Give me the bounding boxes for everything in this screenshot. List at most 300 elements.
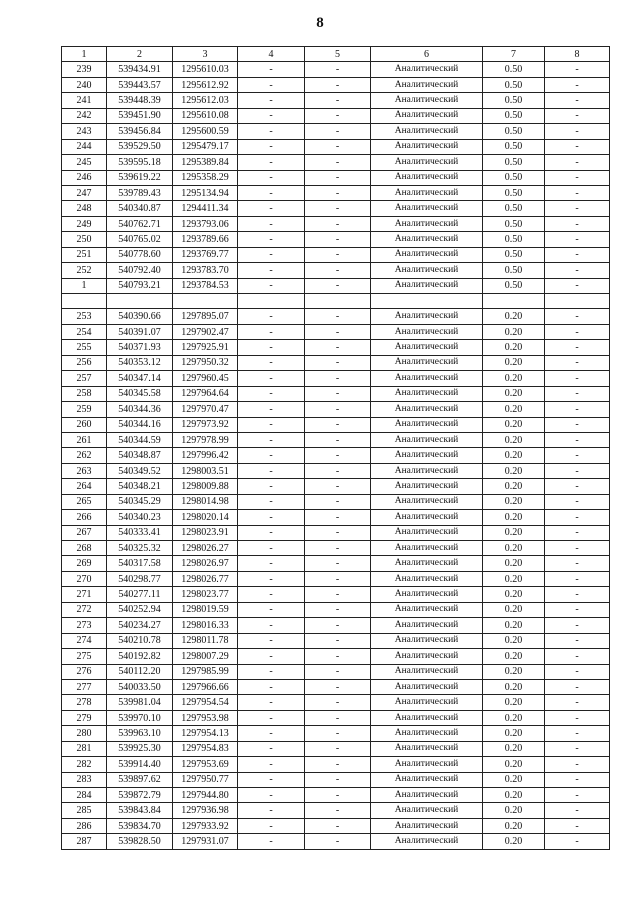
table-cell: -: [305, 710, 371, 725]
table-cell: -: [545, 463, 610, 478]
table-cell: 0.50: [483, 170, 545, 185]
table-cell: 540353.12: [107, 355, 173, 370]
table-cell: 266: [62, 510, 107, 525]
table-cell: -: [305, 602, 371, 617]
table-cell: 245: [62, 155, 107, 170]
table-cell: -: [545, 278, 610, 293]
table-cell: Аналитический: [371, 278, 483, 293]
table-cell: -: [545, 139, 610, 154]
table-cell: -: [545, 633, 610, 648]
table-row: [62, 201, 610, 216]
table-cell: 1297954.83: [173, 741, 238, 756]
table-cell: -: [545, 726, 610, 741]
table-cell: 280: [62, 726, 107, 741]
table-cell: 1293769.77: [173, 247, 238, 262]
table-cell: Аналитический: [371, 741, 483, 756]
table-cell: -: [545, 417, 610, 432]
table-cell: 258: [62, 386, 107, 401]
empty-cell: [238, 294, 305, 309]
table-cell: 0.20: [483, 479, 545, 494]
table-cell: 539789.43: [107, 185, 173, 200]
table-row: [62, 679, 610, 694]
table-cell: -: [305, 77, 371, 92]
table-cell: -: [238, 463, 305, 478]
table-cell: -: [305, 62, 371, 77]
table-cell: -: [238, 201, 305, 216]
table-cell: -: [545, 340, 610, 355]
table-cell: 0.20: [483, 432, 545, 447]
table-cell: 1294411.34: [173, 201, 238, 216]
table-cell: -: [238, 386, 305, 401]
table-cell: Аналитический: [371, 62, 483, 77]
table-cell: 1297925.91: [173, 340, 238, 355]
table-cell: 259: [62, 402, 107, 417]
table-cell: -: [238, 726, 305, 741]
table-cell: -: [545, 494, 610, 509]
table-cell: 540348.87: [107, 448, 173, 463]
table-cell: -: [545, 618, 610, 633]
table-cell: -: [238, 232, 305, 247]
table-cell: 0.50: [483, 155, 545, 170]
table-cell: -: [238, 448, 305, 463]
table-cell: 0.20: [483, 355, 545, 370]
table-cell: 287: [62, 834, 107, 849]
table-cell: -: [305, 355, 371, 370]
table-cell: -: [545, 355, 610, 370]
table-row: [62, 247, 610, 262]
table-cell: 539529.50: [107, 139, 173, 154]
table-cell: Аналитический: [371, 726, 483, 741]
table-cell: -: [545, 155, 610, 170]
table-cell: 540762.71: [107, 216, 173, 231]
table-cell: -: [545, 185, 610, 200]
table-cell: -: [238, 757, 305, 772]
table-cell: -: [305, 679, 371, 694]
table-cell: 540210.78: [107, 633, 173, 648]
table-cell: 1298011.78: [173, 633, 238, 648]
table-cell: -: [238, 355, 305, 370]
table-cell: Аналитический: [371, 803, 483, 818]
table-cell: 539981.04: [107, 695, 173, 710]
table-cell: 539595.18: [107, 155, 173, 170]
table-cell: -: [305, 417, 371, 432]
table-cell: -: [545, 834, 610, 849]
table-cell: -: [305, 263, 371, 278]
table-cell: -: [305, 139, 371, 154]
table-cell: -: [545, 818, 610, 833]
column-header: 5: [305, 47, 371, 62]
table-cell: 540340.23: [107, 510, 173, 525]
table-row: [62, 556, 610, 571]
table-row: [62, 772, 610, 787]
table-cell: -: [238, 247, 305, 262]
table-cell: 540252.94: [107, 602, 173, 617]
empty-cell: [173, 294, 238, 309]
table-cell: 278: [62, 695, 107, 710]
column-header: 8: [545, 47, 610, 62]
table-cell: 260: [62, 417, 107, 432]
table-cell: 273: [62, 618, 107, 633]
table-cell: 254: [62, 324, 107, 339]
table-cell: 270: [62, 571, 107, 586]
column-header: 4: [238, 47, 305, 62]
table-cell: -: [545, 170, 610, 185]
group-2-body: [62, 309, 610, 849]
table-cell: 540344.36: [107, 402, 173, 417]
table-cell: 1293793.06: [173, 216, 238, 231]
table-cell: 1: [62, 278, 107, 293]
table-cell: 265: [62, 494, 107, 509]
table-cell: 540298.77: [107, 571, 173, 586]
table-cell: Аналитический: [371, 602, 483, 617]
table-cell: 249: [62, 216, 107, 231]
table-cell: 539925.30: [107, 741, 173, 756]
table-cell: -: [545, 803, 610, 818]
table-cell: -: [305, 757, 371, 772]
empty-cell: [483, 294, 545, 309]
table-cell: -: [545, 201, 610, 216]
table-cell: 0.50: [483, 201, 545, 216]
table-cell: Аналитический: [371, 788, 483, 803]
table-cell: 0.50: [483, 216, 545, 231]
table-cell: 1298007.29: [173, 649, 238, 664]
table-cell: 1297954.54: [173, 695, 238, 710]
table-cell: -: [305, 402, 371, 417]
table-cell: 0.20: [483, 741, 545, 756]
table-row: [62, 726, 610, 741]
table-cell: 1297973.92: [173, 417, 238, 432]
table-cell: -: [305, 664, 371, 679]
table-cell: -: [545, 371, 610, 386]
table-cell: -: [545, 679, 610, 694]
table-cell: 1295389.84: [173, 155, 238, 170]
table-cell: 539434.91: [107, 62, 173, 77]
column-header: 3: [173, 47, 238, 62]
table-cell: -: [238, 602, 305, 617]
table-cell: 539443.57: [107, 77, 173, 92]
table-row: [62, 93, 610, 108]
table-cell: -: [545, 386, 610, 401]
table-cell: -: [305, 340, 371, 355]
table-cell: 0.20: [483, 448, 545, 463]
empty-cell: [305, 294, 371, 309]
table-cell: -: [305, 386, 371, 401]
table-row: [62, 108, 610, 123]
table-row: [62, 618, 610, 633]
table-cell: 1297960.45: [173, 371, 238, 386]
table-cell: 539456.84: [107, 124, 173, 139]
coordinates-table: [61, 46, 610, 850]
table-cell: Аналитический: [371, 170, 483, 185]
table-header-row: [62, 47, 610, 62]
table-cell: -: [305, 448, 371, 463]
table-cell: 540793.21: [107, 278, 173, 293]
table-cell: 1297950.77: [173, 772, 238, 787]
table-row: [62, 818, 610, 833]
table-cell: -: [545, 324, 610, 339]
table-cell: 251: [62, 247, 107, 262]
table-row: [62, 124, 610, 139]
table-cell: 1298023.77: [173, 587, 238, 602]
table-cell: 0.20: [483, 510, 545, 525]
table-cell: -: [305, 278, 371, 293]
table-cell: 539872.79: [107, 788, 173, 803]
table-cell: 540792.40: [107, 263, 173, 278]
table-cell: -: [238, 170, 305, 185]
table-row: [62, 278, 610, 293]
table-cell: 1297953.98: [173, 710, 238, 725]
table-cell: 0.50: [483, 278, 545, 293]
table-cell: 540234.27: [107, 618, 173, 633]
table-row: [62, 371, 610, 386]
table-cell: -: [305, 741, 371, 756]
table-row: [62, 649, 610, 664]
table-row: [62, 571, 610, 586]
table-cell: Аналитический: [371, 494, 483, 509]
table-cell: 0.20: [483, 571, 545, 586]
table-cell: 1297936.98: [173, 803, 238, 818]
table-cell: Аналитический: [371, 386, 483, 401]
table-row: [62, 216, 610, 231]
table-cell: -: [238, 124, 305, 139]
table-cell: -: [545, 108, 610, 123]
separator-row: [62, 294, 610, 309]
table-row: [62, 587, 610, 602]
table-cell: 0.20: [483, 494, 545, 509]
table-cell: 540778.60: [107, 247, 173, 262]
table-cell: -: [305, 232, 371, 247]
table-cell: 241: [62, 93, 107, 108]
table-cell: -: [305, 185, 371, 200]
table-cell: 539619.22: [107, 170, 173, 185]
table-cell: 1297931.07: [173, 834, 238, 849]
table-cell: -: [238, 834, 305, 849]
table-cell: 277: [62, 679, 107, 694]
table-row: [62, 757, 610, 772]
table-cell: 0.50: [483, 263, 545, 278]
table-cell: -: [545, 510, 610, 525]
table-row: [62, 494, 610, 509]
table-cell: 1297933.92: [173, 818, 238, 833]
table-cell: Аналитический: [371, 139, 483, 154]
table-cell: 0.20: [483, 402, 545, 417]
table-cell: Аналитический: [371, 185, 483, 200]
separator-body: [62, 294, 610, 309]
table-cell: -: [238, 402, 305, 417]
table-row: [62, 633, 610, 648]
table-cell: 539448.39: [107, 93, 173, 108]
table-cell: -: [545, 602, 610, 617]
table-cell: -: [238, 541, 305, 556]
table-cell: 1298023.91: [173, 525, 238, 540]
table-cell: 0.50: [483, 62, 545, 77]
table-cell: Аналитический: [371, 664, 483, 679]
table-cell: -: [238, 139, 305, 154]
table-cell: Аналитический: [371, 108, 483, 123]
table-cell: 262: [62, 448, 107, 463]
table-cell: -: [238, 93, 305, 108]
table-cell: Аналитический: [371, 510, 483, 525]
table-cell: 0.50: [483, 185, 545, 200]
table-cell: 0.20: [483, 340, 545, 355]
table-cell: 1297954.13: [173, 726, 238, 741]
table-cell: 240: [62, 77, 107, 92]
table-cell: 1298026.97: [173, 556, 238, 571]
table-cell: Аналитический: [371, 324, 483, 339]
table-cell: 540333.41: [107, 525, 173, 540]
table-cell: Аналитический: [371, 818, 483, 833]
table-cell: 1298014.98: [173, 494, 238, 509]
table-cell: -: [545, 741, 610, 756]
table-cell: Аналитический: [371, 432, 483, 447]
table-cell: Аналитический: [371, 710, 483, 725]
table-cell: 540347.14: [107, 371, 173, 386]
table-cell: 540192.82: [107, 649, 173, 664]
table-cell: 540344.59: [107, 432, 173, 447]
table-cell: 1293783.70: [173, 263, 238, 278]
table-cell: -: [305, 432, 371, 447]
table-row: [62, 695, 610, 710]
table-cell: -: [545, 263, 610, 278]
table-cell: 540349.52: [107, 463, 173, 478]
table-cell: 540345.58: [107, 386, 173, 401]
table-cell: Аналитический: [371, 309, 483, 324]
table-row: [62, 309, 610, 324]
table-cell: 1298026.27: [173, 541, 238, 556]
table-cell: -: [238, 788, 305, 803]
table-cell: 539843.84: [107, 803, 173, 818]
table-cell: -: [238, 494, 305, 509]
table-row: [62, 463, 610, 478]
table-cell: -: [305, 788, 371, 803]
table-cell: 1295612.03: [173, 93, 238, 108]
table-cell: -: [545, 710, 610, 725]
table-cell: 0.20: [483, 618, 545, 633]
table-cell: -: [545, 479, 610, 494]
table-cell: Аналитический: [371, 124, 483, 139]
table-cell: 1297996.42: [173, 448, 238, 463]
table-cell: -: [238, 417, 305, 432]
table-cell: Аналитический: [371, 417, 483, 432]
table-cell: Аналитический: [371, 649, 483, 664]
table-cell: 540371.93: [107, 340, 173, 355]
table-cell: 1297950.32: [173, 355, 238, 370]
table-cell: -: [545, 556, 610, 571]
table-cell: 0.50: [483, 247, 545, 262]
table-cell: -: [305, 247, 371, 262]
table-cell: -: [305, 108, 371, 123]
table-cell: 0.20: [483, 525, 545, 540]
table-cell: Аналитический: [371, 247, 483, 262]
table-cell: -: [545, 62, 610, 77]
table-cell: -: [305, 479, 371, 494]
table-cell: 0.20: [483, 309, 545, 324]
table-cell: Аналитический: [371, 77, 483, 92]
empty-cell: [371, 294, 483, 309]
table-cell: 0.20: [483, 371, 545, 386]
table-row: [62, 340, 610, 355]
table-cell: 281: [62, 741, 107, 756]
table-cell: 282: [62, 757, 107, 772]
table-row: [62, 386, 610, 401]
table-cell: Аналитический: [371, 834, 483, 849]
table-cell: 255: [62, 340, 107, 355]
table-cell: -: [238, 108, 305, 123]
table-cell: 539828.50: [107, 834, 173, 849]
table-cell: -: [305, 803, 371, 818]
table-cell: 0.20: [483, 818, 545, 833]
table-cell: Аналитический: [371, 155, 483, 170]
table-cell: 0.20: [483, 587, 545, 602]
table-cell: -: [238, 803, 305, 818]
table-cell: -: [238, 185, 305, 200]
table-cell: Аналитический: [371, 448, 483, 463]
table-cell: -: [305, 618, 371, 633]
table-cell: 0.20: [483, 649, 545, 664]
table-cell: -: [305, 463, 371, 478]
table-cell: -: [238, 571, 305, 586]
table-row: [62, 710, 610, 725]
table-cell: 0.50: [483, 139, 545, 154]
table-cell: -: [305, 93, 371, 108]
table-cell: -: [545, 124, 610, 139]
table-cell: 539970.10: [107, 710, 173, 725]
table-row: [62, 788, 610, 803]
table-cell: Аналитический: [371, 93, 483, 108]
table-cell: Аналитический: [371, 571, 483, 586]
table-cell: 1297964.64: [173, 386, 238, 401]
table-row: [62, 232, 610, 247]
table-cell: -: [238, 587, 305, 602]
table-row: [62, 263, 610, 278]
table-cell: 1293784.53: [173, 278, 238, 293]
table-cell: 540765.02: [107, 232, 173, 247]
table-cell: 1298009.88: [173, 479, 238, 494]
table-cell: -: [238, 371, 305, 386]
table-row: [62, 432, 610, 447]
table-cell: 1295134.94: [173, 185, 238, 200]
table-cell: Аналитический: [371, 679, 483, 694]
table-cell: 539914.40: [107, 757, 173, 772]
table-row: [62, 479, 610, 494]
table-cell: 1297985.99: [173, 664, 238, 679]
table-cell: 246: [62, 170, 107, 185]
table-cell: -: [238, 62, 305, 77]
table-cell: 1295610.03: [173, 62, 238, 77]
table-cell: -: [545, 757, 610, 772]
table-cell: 1298020.14: [173, 510, 238, 525]
table-cell: Аналитический: [371, 402, 483, 417]
table-cell: 540033.50: [107, 679, 173, 694]
table-cell: 1298003.51: [173, 463, 238, 478]
table-cell: -: [305, 324, 371, 339]
table-cell: 285: [62, 803, 107, 818]
table-row: [62, 155, 610, 170]
table-cell: -: [545, 232, 610, 247]
table-cell: 268: [62, 541, 107, 556]
table-cell: 540112.20: [107, 664, 173, 679]
table-cell: Аналитический: [371, 556, 483, 571]
table-cell: 0.20: [483, 772, 545, 787]
table-cell: -: [545, 309, 610, 324]
table-cell: 0.20: [483, 556, 545, 571]
table-cell: -: [305, 155, 371, 170]
table-row: [62, 525, 610, 540]
table-cell: Аналитический: [371, 695, 483, 710]
table-cell: -: [305, 124, 371, 139]
table-cell: 284: [62, 788, 107, 803]
table-cell: 1297895.07: [173, 309, 238, 324]
